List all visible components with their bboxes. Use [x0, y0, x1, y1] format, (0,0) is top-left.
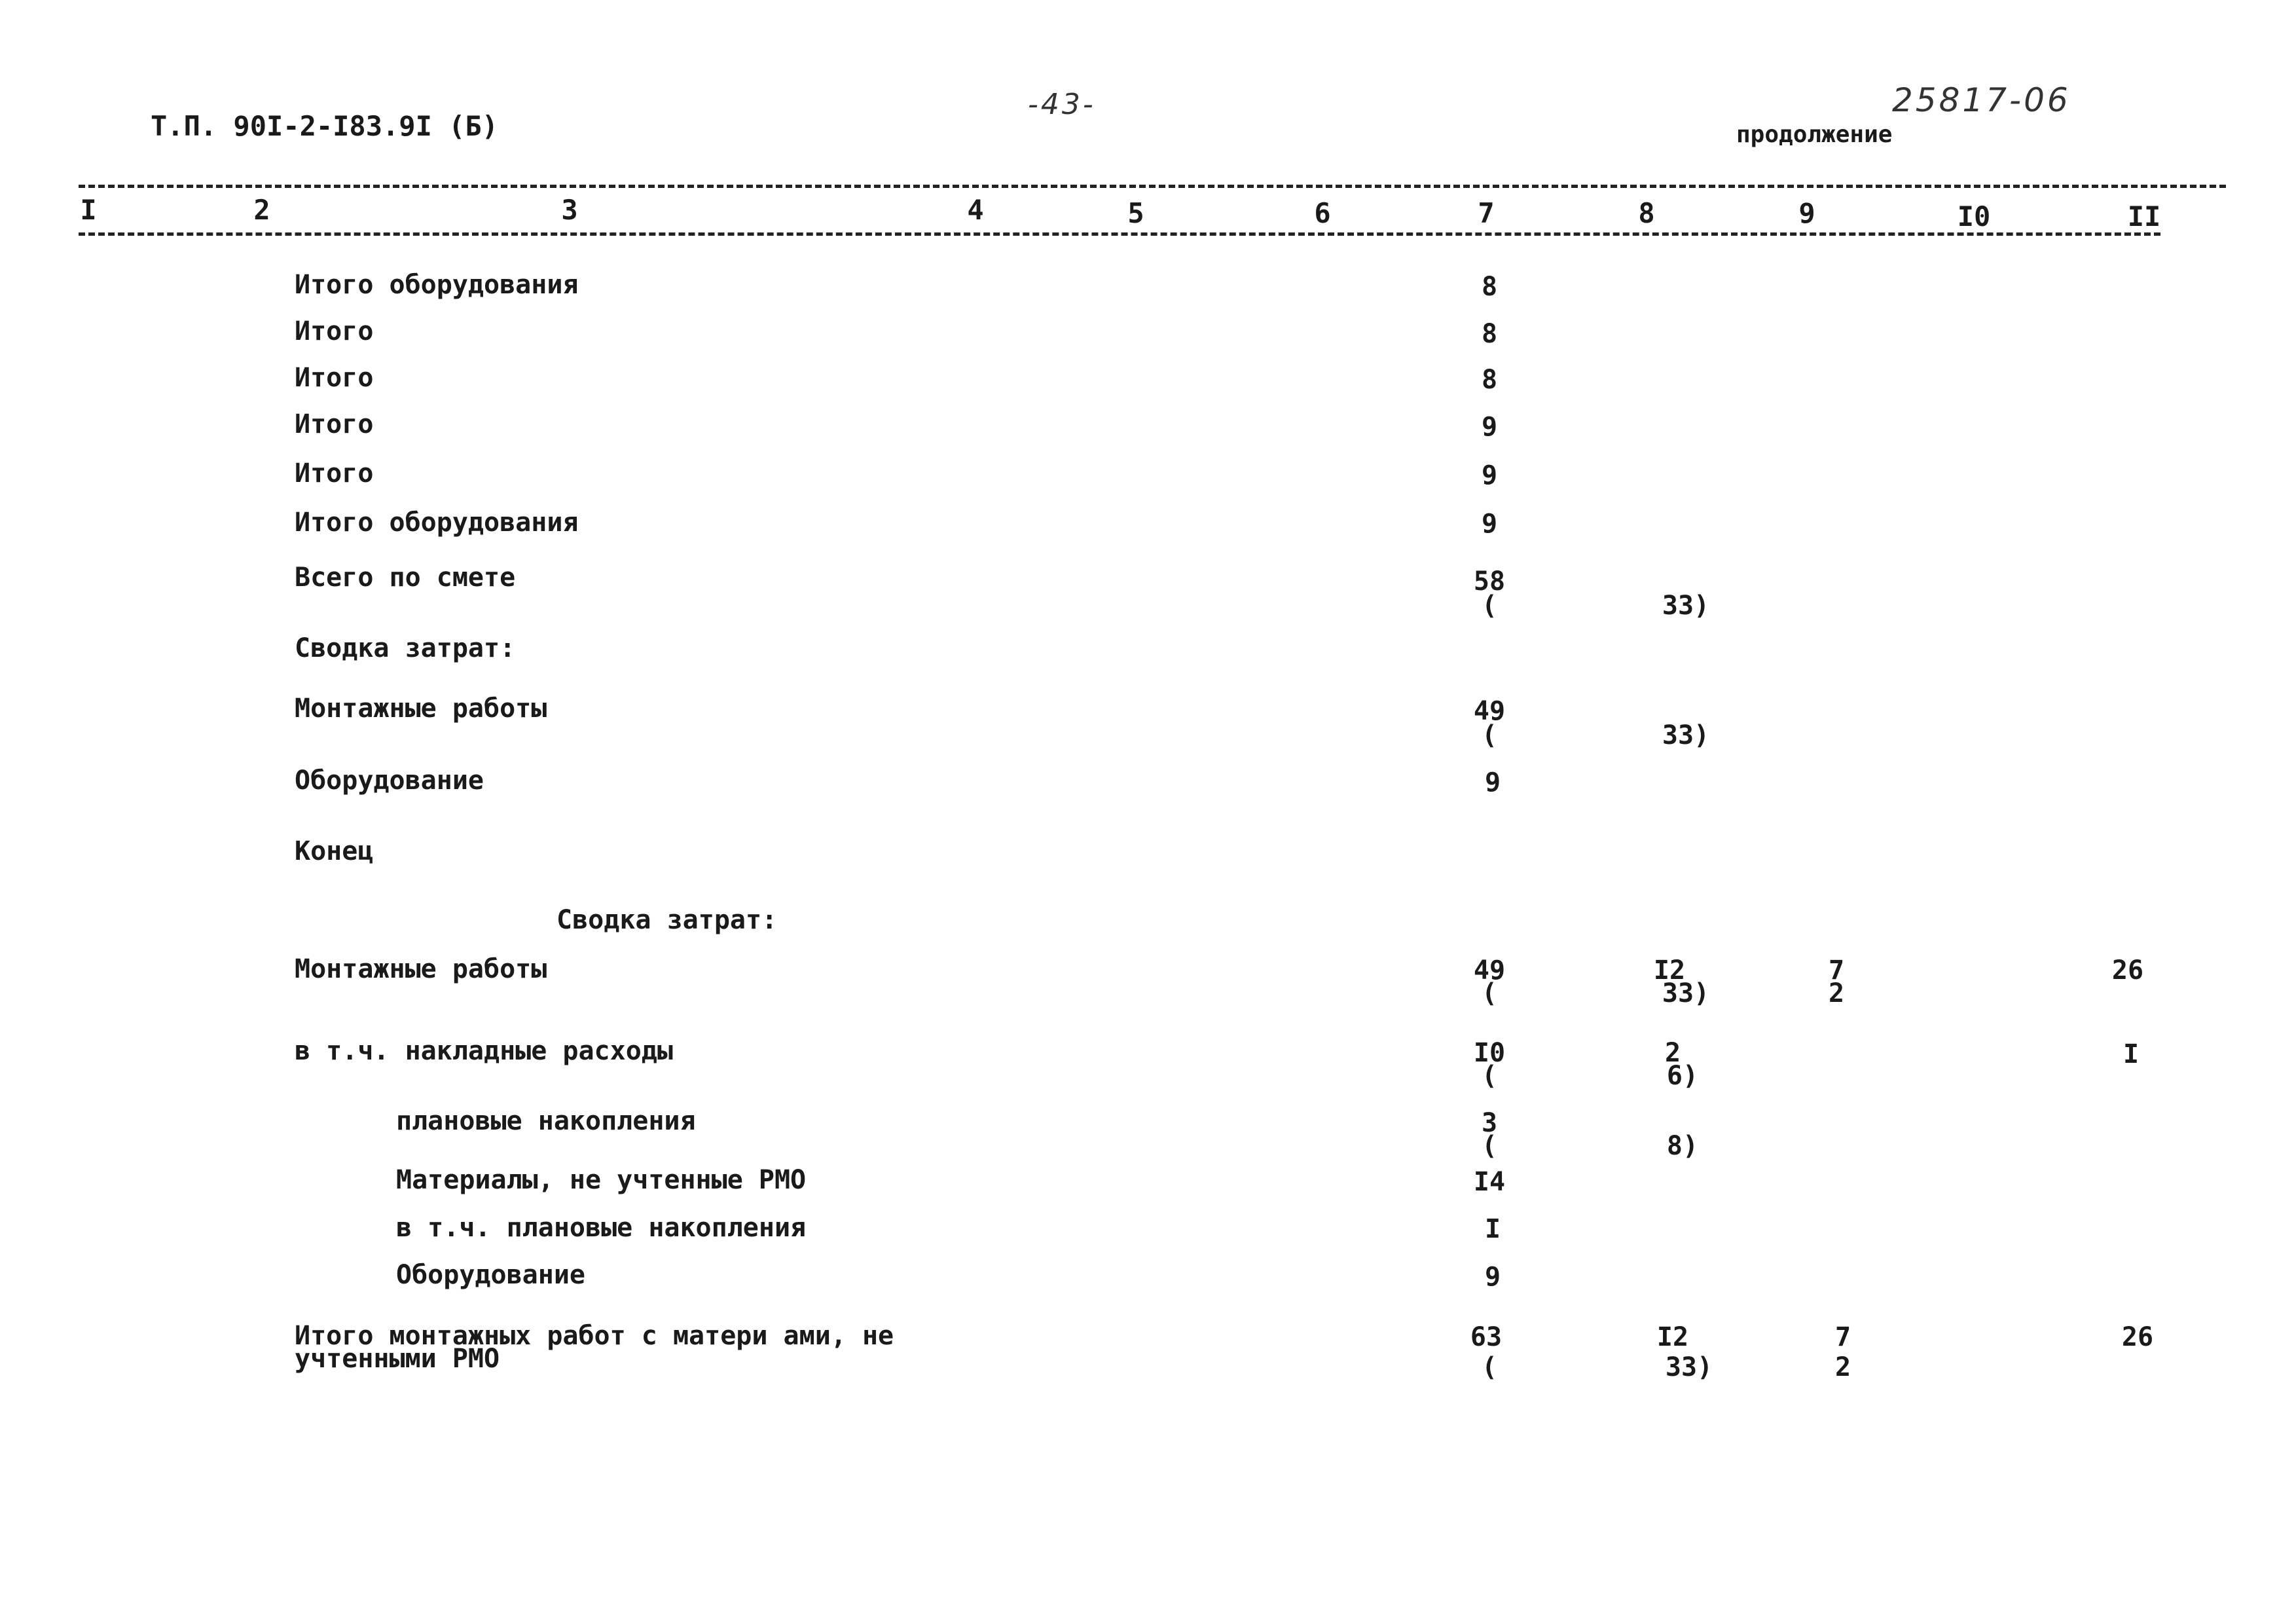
column-number: 2 [253, 194, 270, 226]
cell-col7: 9 [1484, 767, 1501, 798]
cell-col8-sub: 8) [1666, 1131, 1699, 1161]
cell-col7: 63 [1470, 1322, 1503, 1352]
cell-col8-sub: 33) [1662, 720, 1710, 750]
cell-col7-sub: ( [1481, 978, 1498, 1008]
row-label: Всего по смете [295, 563, 516, 593]
column-number: 4 [967, 194, 984, 226]
cell-col8-sub: 33) [1662, 591, 1710, 621]
cell-col7-sub: ( [1481, 1131, 1498, 1161]
document-code: Т.П. 90I-2-I83.9I (Б) [151, 110, 499, 142]
page-number: -43- [1028, 88, 1096, 121]
cell-col8: 2 [1664, 1038, 1681, 1068]
inventory-number: 25817-06 [1892, 81, 2071, 119]
cell-col7: 9 [1481, 509, 1498, 539]
cell-col7: 8 [1481, 272, 1498, 302]
cell-col7: I0 [1473, 1038, 1506, 1068]
row-label: Материалы, не учтенные РМО [396, 1165, 807, 1195]
row-label: в т.ч. накладные расходы [295, 1036, 673, 1066]
cell-col7: 8 [1481, 365, 1498, 395]
continuation-label: продолжение [1736, 121, 1893, 148]
cell-col7: 9 [1481, 412, 1498, 442]
cell-col7: 9 [1481, 460, 1498, 490]
column-number: 3 [561, 194, 578, 226]
column-number: 9 [1798, 197, 1815, 229]
cell-col11: I [2123, 1039, 2140, 1069]
section-heading: Сводка затрат: [556, 905, 778, 935]
section-heading: Сводка затрат: [295, 633, 516, 663]
cell-col8: I2 [1656, 1322, 1689, 1352]
cell-col7: 3 [1481, 1108, 1498, 1138]
row-label: Итого монтажных работ с матери ами, не [295, 1321, 894, 1351]
cell-col7: 49 [1473, 955, 1506, 986]
cell-col8-sub: 33) [1662, 978, 1710, 1008]
column-number: 7 [1478, 197, 1495, 229]
row-label-continuation: учтенными РМО [295, 1344, 500, 1374]
cell-col7: I4 [1473, 1167, 1506, 1197]
row-label: Оборудование [396, 1260, 585, 1290]
cell-col8-sub: 33) [1665, 1352, 1713, 1382]
cell-col11: 26 [2111, 955, 2144, 986]
row-label: Монтажные работы [295, 693, 547, 724]
column-number: I0 [1957, 200, 1991, 232]
column-number: 8 [1638, 197, 1655, 229]
cell-col11: 26 [2121, 1322, 2154, 1352]
cell-col7-sub: ( [1481, 591, 1498, 621]
cell-col9-sub: 2 [1828, 978, 1845, 1008]
cell-col7-sub: ( [1481, 1061, 1498, 1091]
row-label: Конец [295, 836, 374, 866]
cell-col8: I2 [1653, 955, 1686, 986]
header-bottom-rule [79, 232, 2160, 236]
cell-col9-sub: 2 [1834, 1352, 1851, 1382]
column-number: 6 [1314, 197, 1331, 229]
cell-col7-sub: ( [1481, 1352, 1498, 1382]
cell-col7: 49 [1473, 696, 1506, 726]
cell-col7: 58 [1473, 566, 1506, 597]
cell-col7: I [1484, 1214, 1501, 1244]
cell-col9: 7 [1828, 955, 1845, 986]
column-number: II [2127, 200, 2161, 232]
column-number: 5 [1127, 197, 1144, 229]
row-label: Итого [295, 363, 374, 393]
row-label: Монтажные работы [295, 954, 547, 984]
cell-col8-sub: 6) [1666, 1061, 1699, 1091]
row-label: плановые накопления [396, 1106, 696, 1136]
header-top-rule [79, 185, 2226, 188]
row-label: в т.ч. плановые накопления [396, 1213, 807, 1243]
cell-col9: 7 [1834, 1322, 1851, 1352]
row-label: Итого [295, 458, 374, 489]
cell-col7-sub: ( [1481, 720, 1498, 750]
row-label: Итого [295, 316, 374, 346]
cell-col7: 8 [1481, 319, 1498, 349]
row-label: Итого оборудования [295, 507, 579, 538]
row-label: Итого [295, 409, 374, 439]
row-label: Итого оборудования [295, 270, 579, 300]
column-number: I [80, 194, 97, 226]
row-label: Оборудование [295, 766, 484, 796]
cell-col7: 9 [1484, 1262, 1501, 1292]
